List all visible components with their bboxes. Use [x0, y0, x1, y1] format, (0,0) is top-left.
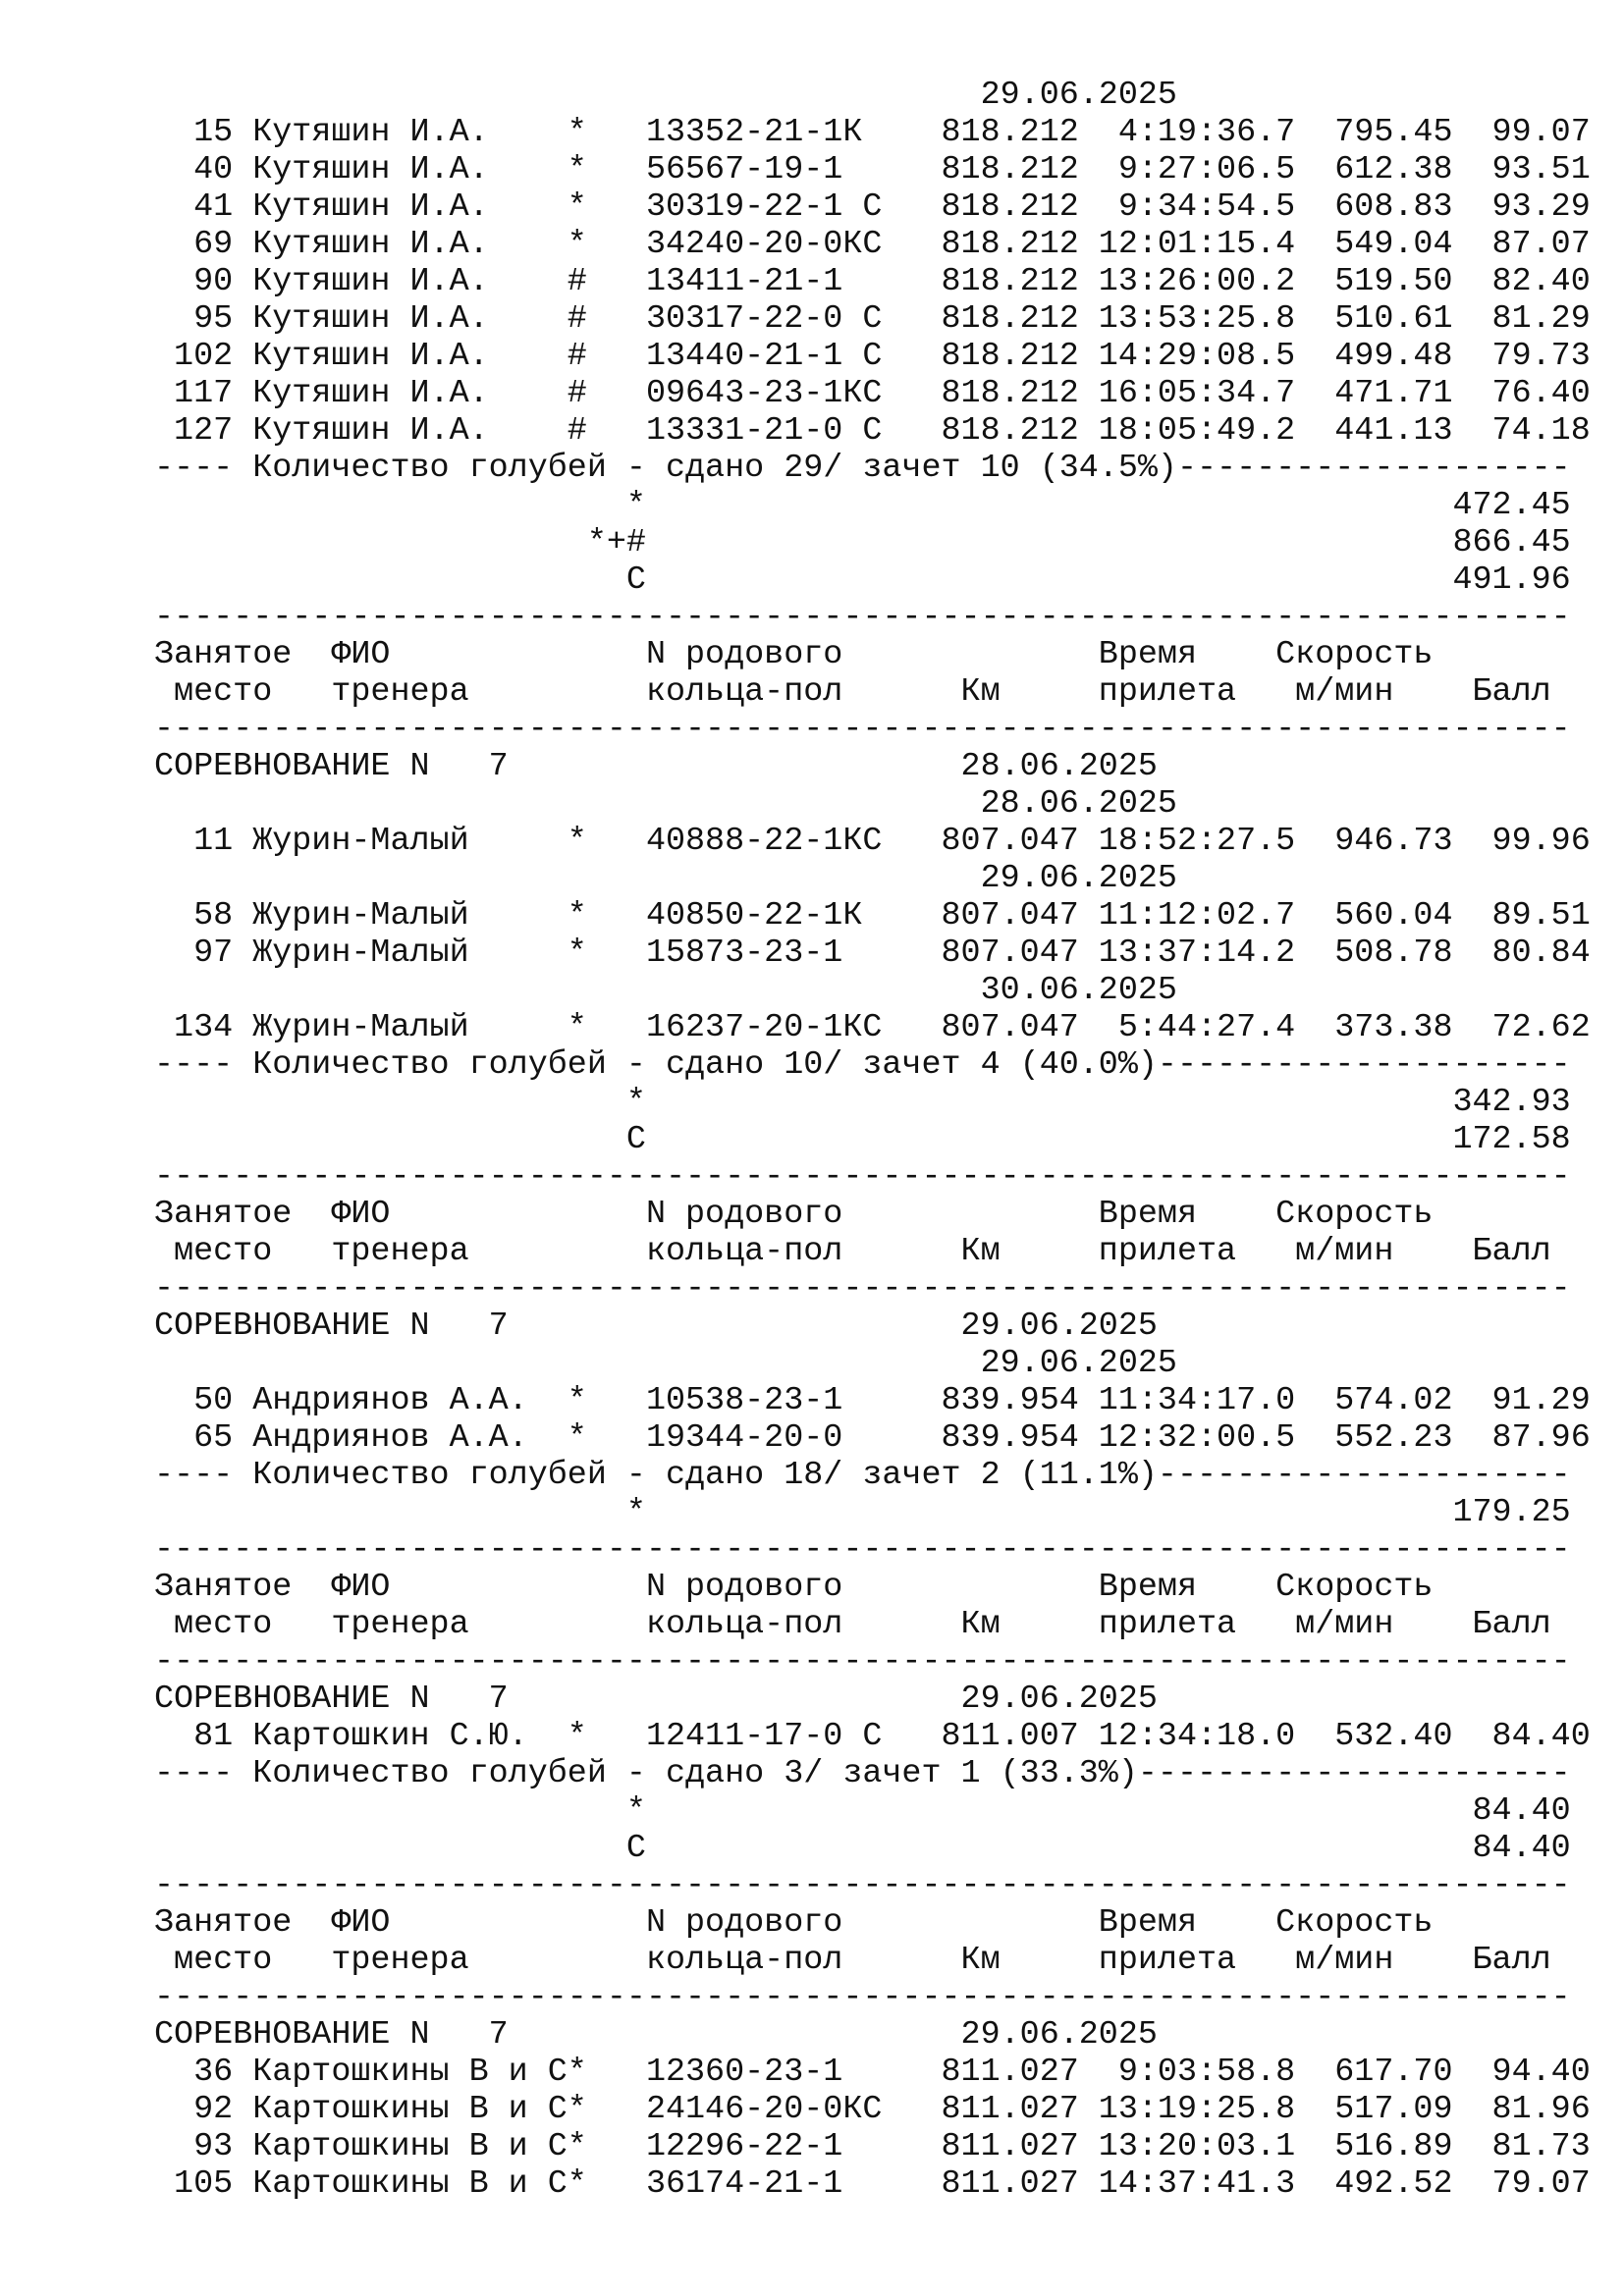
column-header: Занятое ФИО N родового Время Скорость	[154, 636, 1434, 673]
column-header: место тренера кольца-пол Км прилета м/мин Балл	[154, 673, 1551, 711]
column-header: Занятое ФИО N родового Время Скорость	[154, 1196, 1434, 1233]
results-printout	[154, 77, 1591, 2203]
competition-header: СОРЕВНОВАНИЕ N 7 29.06.2025	[154, 2016, 1158, 2054]
table-row: 105 Картошкины В и С* 36174-21-1 811.027 14:37:41.3 492.52 79.07	[154, 2165, 1591, 2203]
table-row: 50 Андриянов А.А. * 10538-23-1 839.954 11:34:17.0 574.02 91.29	[154, 1382, 1591, 1419]
subtotal-line: * 472.45	[154, 487, 1571, 524]
separator-line: ------------------------------------------------------------------------	[154, 1867, 1571, 1904]
column-header: Занятое ФИО N родового Время Скорость	[154, 1569, 1434, 1606]
table-row: 117 Кутяшин И.А. # 09643-23-1КС 818.212 16:05:34.7 471.71 76.40	[154, 375, 1591, 412]
summary-line: ---- Количество голубей - сдано 10/ зачет 4 (40.0%)---------------------	[154, 1046, 1571, 1084]
table-row: 93 Картошкины В и С* 12296-22-1 811.027 13:20:03.1 516.89 81.73	[154, 2128, 1591, 2165]
competition-header: СОРЕВНОВАНИЕ N 7 28.06.2025	[154, 748, 1158, 785]
summary-line: ---- Количество голубей - сдано 29/ зачет 10 (34.5%)--------------------	[154, 450, 1571, 487]
subtotal-line: * 179.25	[154, 1494, 1571, 1531]
separator-line: ------------------------------------------------------------------------	[154, 1531, 1571, 1569]
table-row: 40 Кутяшин И.А. * 56567-19-1 818.212 9:27:06.5 612.38 93.51	[154, 151, 1591, 188]
subtotal-line: * 84.40	[154, 1792, 1571, 1830]
separator-line: ------------------------------------------------------------------------	[154, 1979, 1571, 2016]
subtotal-line: С 491.96	[154, 561, 1571, 599]
table-row: 90 Кутяшин И.А. # 13411-21-1 818.212 13:26:00.2 519.50 82.40	[154, 263, 1591, 300]
column-header: место тренера кольца-пол Км прилета м/мин Балл	[154, 1942, 1551, 1979]
competition-header: СОРЕВНОВАНИЕ N 7 29.06.2025	[154, 1308, 1158, 1345]
table-row: 15 Кутяшин И.А. * 13352-21-1К 818.212 4:19:36.7 795.45 99.07	[154, 114, 1591, 151]
date-line: 29.06.2025	[154, 860, 1177, 897]
summary-line: ---- Количество голубей - сдано 3/ зачет 1 (33.3%)----------------------	[154, 1755, 1571, 1792]
table-row: 58 Журин-Малый * 40850-22-1К 807.047 11:12:02.7 560.04 89.51	[154, 897, 1591, 934]
subtotal-line: * 342.93	[154, 1084, 1571, 1121]
table-row: 36 Картошкины В и С* 12360-23-1 811.027 9:03:58.8 617.70 94.40	[154, 2054, 1591, 2091]
table-row: 97 Журин-Малый * 15873-23-1 807.047 13:37:14.2 508.78 80.84	[154, 934, 1591, 972]
table-row: 134 Журин-Малый * 16237-20-1КС 807.047 5:44:27.4 373.38 72.62	[154, 1009, 1591, 1046]
table-row: 11 Журин-Малый * 40888-22-1КС 807.047 18:52:27.5 946.73 99.96	[154, 823, 1591, 860]
table-row: 81 Картошкин С.Ю. * 12411-17-0 С 811.007 12:34:18.0 532.40 84.40	[154, 1718, 1591, 1755]
separator-line: ------------------------------------------------------------------------	[154, 1270, 1571, 1308]
table-row: 102 Кутяшин И.А. # 13440-21-1 С 818.212 14:29:08.5 499.48 79.73	[154, 338, 1591, 375]
table-row: 127 Кутяшин И.А. # 13331-21-0 С 818.212 18:05:49.2 441.13 74.18	[154, 412, 1591, 450]
summary-line: ---- Количество голубей - сдано 18/ зачет 2 (11.1%)---------------------	[154, 1457, 1571, 1494]
date-line: 29.06.2025	[154, 1345, 1177, 1382]
date-line: 28.06.2025	[154, 785, 1177, 823]
subtotal-line: *+# 866.45	[154, 524, 1571, 561]
subtotal-line: С 172.58	[154, 1121, 1571, 1158]
table-row: 41 Кутяшин И.А. * 30319-22-1 С 818.212 9:34:54.5 608.83 93.29	[154, 188, 1591, 226]
table-row: 92 Картошкины В и С* 24146-20-0КС 811.027 13:19:25.8 517.09 81.96	[154, 2091, 1591, 2128]
separator-line: ------------------------------------------------------------------------	[154, 599, 1571, 636]
column-header: место тренера кольца-пол Км прилета м/мин Балл	[154, 1606, 1551, 1643]
separator-line: ------------------------------------------------------------------------	[154, 1158, 1571, 1196]
separator-line: ------------------------------------------------------------------------	[154, 711, 1571, 748]
table-row: 65 Андриянов А.А. * 19344-20-0 839.954 12:32:00.5 552.23 87.96	[154, 1419, 1591, 1457]
date-line: 30.06.2025	[154, 972, 1177, 1009]
column-header: Занятое ФИО N родового Время Скорость	[154, 1904, 1434, 1942]
table-row: 69 Кутяшин И.А. * 34240-20-0КС 818.212 12:01:15.4 549.04 87.07	[154, 226, 1591, 263]
separator-line: ------------------------------------------------------------------------	[154, 1643, 1571, 1681]
competition-header: СОРЕВНОВАНИЕ N 7 29.06.2025	[154, 1681, 1158, 1718]
column-header: место тренера кольца-пол Км прилета м/мин Балл	[154, 1233, 1551, 1270]
subtotal-line: С 84.40	[154, 1830, 1571, 1867]
table-row: 95 Кутяшин И.А. # 30317-22-0 С 818.212 13:53:25.8 510.61 81.29	[154, 300, 1591, 338]
date-line: 29.06.2025	[154, 77, 1177, 114]
